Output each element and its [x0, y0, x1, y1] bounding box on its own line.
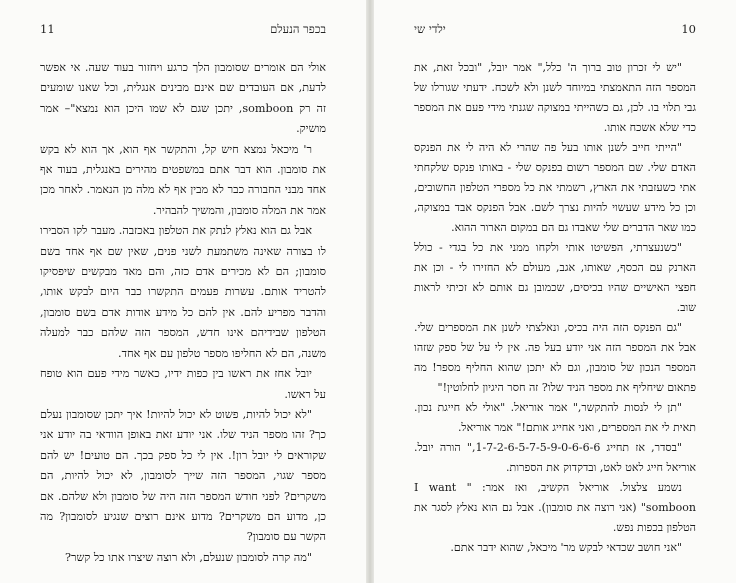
paragraph: נשמע צלצול. אוריאל הקשיב, ואז אמר: " I want somboon" (אני רוצה את סומבון). אבל גם הוא נאלץ לסגר את הטלפון בכפות נפש. [414, 481, 696, 534]
left-running-title: בכפר הנעלם [270, 22, 326, 36]
left-page [0, 0, 366, 583]
paragraph: "אני חושב שכדאי לבקש מר' מיכאל, שהוא ידבר אתם. [450, 541, 682, 554]
left-page-header [40, 22, 326, 40]
right-page-text [414, 58, 696, 558]
paragraph: יובל אחז את ראשו בין כפות ידיו, כאשר מידי פעם הוא טופח על ראשו. [40, 367, 326, 401]
paragraph: ר' מיכאל נמצא חיש קל, והתקשר אף הוא, אך הוא לא בקש את סומבון. הוא דבר אתם במשפטים מהירים באנגלית, בעוד אף אחד מבני החבורה כבר לא מבין אף לא מלה מן הנאמר. לאחר מכן אמר את המלה סומבון, והמשיך להבהיר. [40, 142, 326, 217]
paragraph: אולי הם אומרים שסומבון הלך כרגע ויחזור בעוד שעה. אי אפשר לדעת, אם העובדים שם אינם מבינים אנגלית, וכל שאנו שומעים זה רק somboon, יתכן שגם לא שמו היכן הוא נמצא"– אמר מושיק. [40, 61, 326, 136]
paragraph: "גם הפנקס הזה היה בכיס, ונאלצתי לשנן את המספרים שלי. אבל את המספר הזה אני יודע בעל פה. אין לי על של ספק שזהו המספר הנכון של סומבון, וגם לא יתכן שהוא החליף מספר! מה פתאום שיחליף את מספר הניד שלו? זה חסר היגיון לחלוטין!" [414, 321, 696, 394]
paragraph: "כשנעצרתי, הפשיטו אותי ולקחו ממני את כל בגדי - כולל הארנק עם הכסף, שאותו, אגב, מעולם לא החזירו לי - וכן את חפצי האישיים שהיו בכיסים, שכמובן גם אותם לא זכיתי לראות שוב. [414, 241, 696, 314]
paragraph: "יש לי זכרון טוב ברוך ה' כלל," אמר יובל, "ובכל זאת, את המספר הזה התאמצתי במיוחד לשנן ולא לשכח. ידעתי שגורלו של גבי תלוי בו. לכן, גם כשהייתי במצוקה שגנתי מידי פעם את המספר כדי שלא אשכח אותו. [414, 61, 696, 134]
paragraph: "לא יכול להיות, פשוט לא יכול להיות! איך יתכן שסומבון נעלם כך? זהו מספר הניד שלו. אני יודע זאת באופן הוודאי בה יודע אני שקוראים לי יובל רון!. אין לי כל ספק בכך. הם טועים! יש להם מספר שגוי, המספר הזה שייך לסומבון, לא יכול להיות, הם משקרים? לפני חודש המספר הזה היה של סומבון ולא שלהם. אם כן, מדוע הם משקרים? מדוע אינם רוצים שנגיע לסומבון? מה הקשר עם סומבון? [40, 407, 326, 544]
paragraph: "תן לי לנסות להתקשר," אמר אוריאל. "אולי לא חייגת נכון. תאית לי את המספרים, ואני אחייג אותם!" אמר אוריאל. [414, 401, 696, 434]
left-page-number: 11 [40, 22, 55, 36]
paragraph: "הייתי חייב לשנן אותו בעל פה שהרי לא היה לי את הפנקס האדם שלי. שם המספר רשום בפנקס שלי - באותו פנקס שלקחתי אתי כשעזבתי את הארץ, רשמתי את כל מספרי הטלפון החשובים, וכן כל מידע שעשוי להיות נצרך לשם. אבל הפנקס אבד במצוקה, כמו שאר הדברים שלי שאבדו גם הם במקום הארור ההוא. [414, 141, 696, 234]
left-page-text [40, 58, 326, 568]
right-running-title: ילדי שי [414, 22, 446, 36]
right-page [374, 0, 736, 583]
right-page-number: 10 [681, 22, 696, 36]
book-gutter [366, 0, 374, 583]
right-page-header [414, 22, 696, 40]
paragraph: "בסדר, אז תחייג 1-7-2-6-5-7-5-9-0-6-6-6," הורה יובל. אוריאל חייג לאט לאט, ובדקדוק את הספרות. [414, 441, 696, 474]
paragraph: "מה קרה לסומבון שנעלם, ולא רוצה שיצרו אתו כל קשר? [64, 550, 312, 564]
paragraph: אבל גם הוא נאלץ לנתק את הטלפון באכזבה. מעבר לקו הסבירו לו בצורה שאינה משתמעת לשני פנים, שאין שם אף אחד בשם סומבון; הם לא מכירים אדם כזה, והם מאד מבקשים שיפסיקו להטריד אותם. עשרות פעמים התקשרו כבר היום לבקש אותו, והדבר מפריע להם. אין להם כל מידע אודות אדם בשם סומבון, הטלפון שבידיהם אינו חדש, המספר הזה שלהם כבר למעלה משנה, הם לא החליפו מספר טלפון עם אף אחד. [40, 224, 326, 360]
